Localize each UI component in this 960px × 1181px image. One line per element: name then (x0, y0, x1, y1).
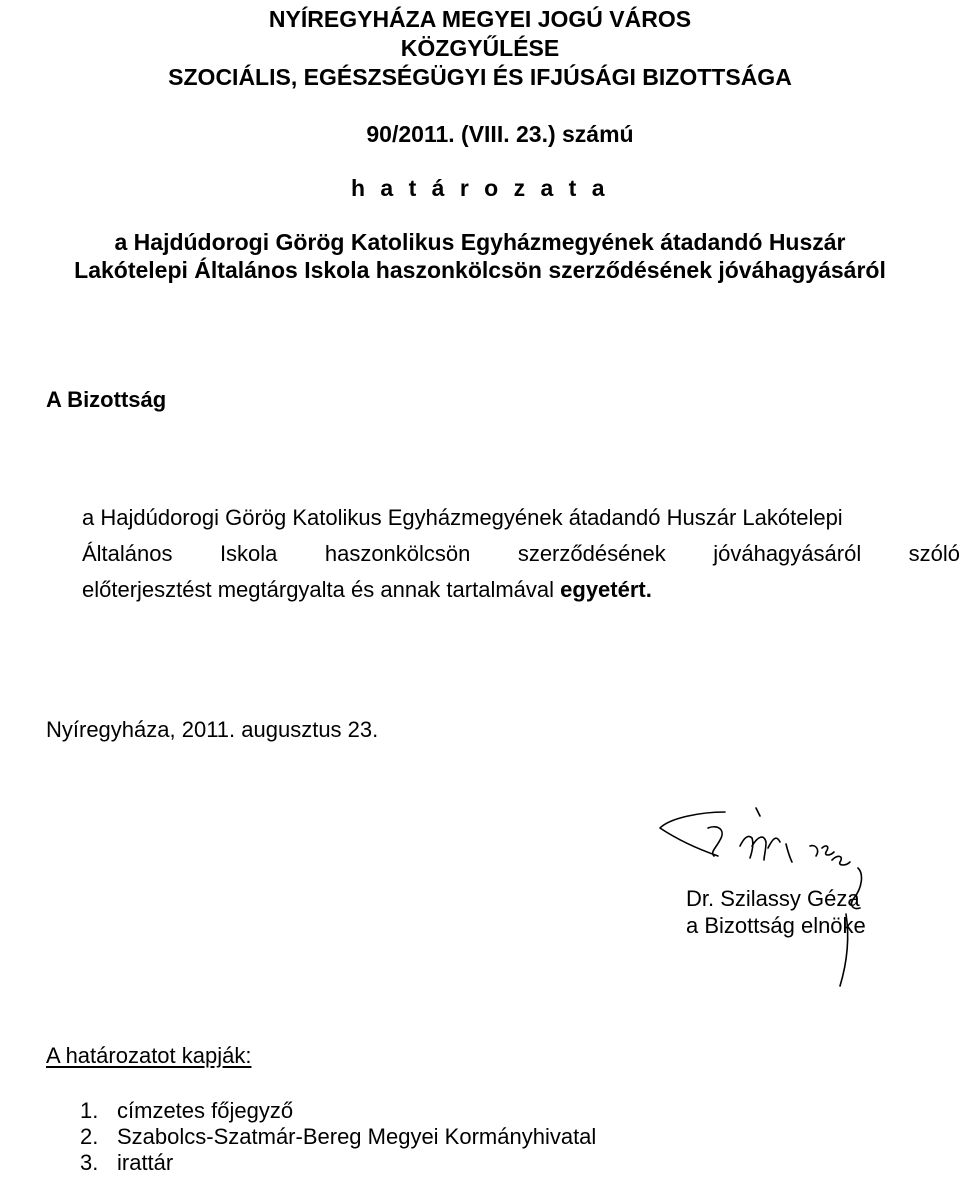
paragraph-word: Iskola (219, 541, 278, 566)
list-item-number: 3. (80, 1150, 99, 1175)
paragraph-line-2 (82, 536, 960, 572)
resolution-subject-line1: a Hajdúdorogi Görög Katolikus Egyházmegyének átadandó Huszár (114, 229, 846, 255)
paragraph-line-3-text: előterjesztést megtárgyalta és annak tartalmával (82, 577, 555, 602)
place-date: Nyíregyháza, 2011. augusztus 23. (46, 717, 379, 742)
paragraph-word: Általános (82, 541, 173, 566)
list-item (80, 1124, 596, 1150)
paragraph-line-1 (82, 500, 960, 536)
recipients-heading: A határozatot kapják: (46, 1043, 252, 1068)
resolution-label: h a t á r o z a t a (350, 175, 610, 201)
list-item-text: irattár (117, 1150, 174, 1175)
paragraph-word: haszonkölcsön (324, 541, 471, 566)
paragraph-line-3 (82, 572, 960, 608)
list-item (80, 1150, 596, 1176)
issuer-city: NYÍREGYHÁZA MEGYEI JOGÚ VÁROS (268, 6, 692, 32)
resolution-number: 90/2011. (VIII. 23.) számú (366, 121, 634, 147)
issuer-assembly: KÖZGYŰLÉSE (400, 35, 560, 61)
list-item (80, 1098, 596, 1124)
resolution-subject-line2: Lakótelepi Általános Iskola haszonkölcsön szerződésének jóváhagyásáról (74, 257, 886, 283)
signatory-name: Dr. Szilassy Géza (686, 886, 860, 911)
paragraph-line-1-text: a Hajdúdorogi Görög Katolikus Egyházmegyének átadandó Huszár Lakótelepi (82, 505, 843, 530)
paragraph-word: jóváhagyásáról (713, 541, 862, 566)
body-paragraph (82, 500, 960, 608)
issuer-committee: SZOCIÁLIS, EGÉSZSÉGÜGYI ÉS IFJÚSÁGI BIZOTTSÁGA (168, 64, 792, 90)
list-item-text: Szabolcs-Szatmár-Bereg Megyei Kormányhivatal (117, 1124, 597, 1149)
paragraph-word: szóló (908, 541, 960, 566)
committee-heading: A Bizottság (46, 387, 167, 412)
list-item-number: 1. (80, 1098, 99, 1123)
signatory-title: a Bizottság elnöke (686, 913, 866, 938)
decision-word: egyetért. (560, 577, 652, 602)
list-item-text: címzetes főjegyző (117, 1098, 294, 1123)
paragraph-word: szerződésének (517, 541, 666, 566)
list-item-number: 2. (80, 1124, 99, 1149)
recipients-list (80, 1098, 596, 1176)
